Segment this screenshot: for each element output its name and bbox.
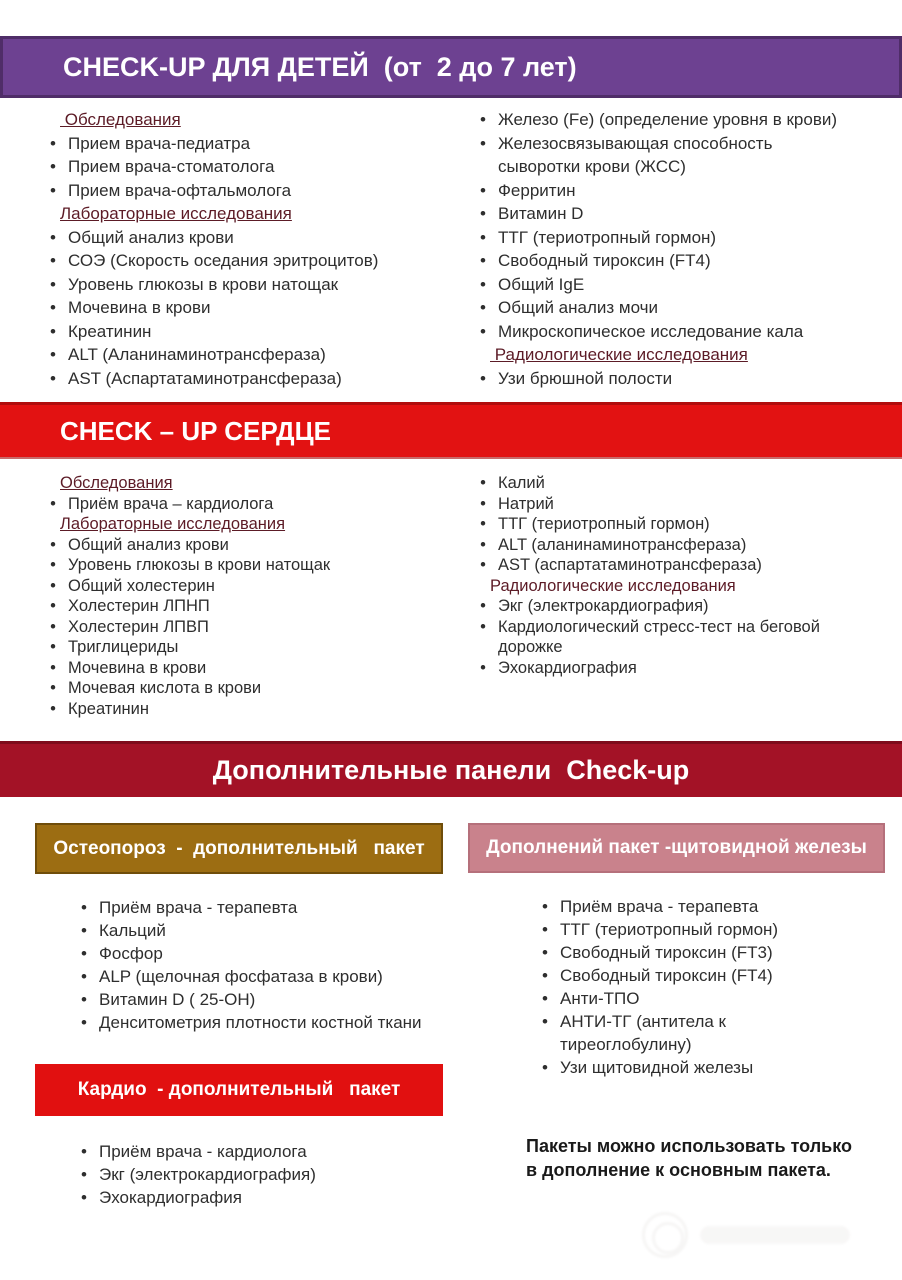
list-item-label: ALP (щелочная фосфатаза в крови)	[99, 967, 383, 986]
list-item	[468, 617, 902, 658]
list-item-label: ALT (аланинаминотрансфераза)	[498, 535, 747, 554]
list-item-label: Микроскопическое исследование кала	[498, 321, 804, 341]
bullet-icon: •	[81, 990, 87, 1009]
bullet-icon: •	[50, 368, 56, 388]
bullet-icon: •	[50, 180, 56, 200]
bullet-icon: •	[50, 157, 56, 176]
list-item	[38, 678, 450, 699]
bullet-icon: •	[50, 321, 56, 341]
bullet-icon: •	[542, 920, 548, 939]
list-item-label: Витамин D ( 25-OH)	[99, 990, 256, 1009]
osteoporosis-package-list	[35, 896, 443, 1034]
list-item-label: Анти-ТПО	[560, 989, 640, 1008]
list-item	[468, 555, 902, 576]
bullet-icon: •	[480, 474, 486, 492]
bullet-icon: •	[480, 515, 486, 533]
list-item	[38, 617, 450, 638]
packages-usage-note	[526, 1135, 866, 1182]
bullet-icon: •	[81, 1165, 87, 1184]
list-item-label: Калий	[498, 474, 545, 492]
list-item-label: Ферритин	[498, 180, 576, 200]
bullet-icon: •	[81, 967, 87, 986]
list-item	[468, 273, 902, 297]
bullet-icon: •	[542, 989, 548, 1008]
list-item	[468, 202, 902, 226]
list-item	[38, 367, 450, 391]
list-item	[69, 1140, 443, 1163]
bullet-icon: •	[480, 251, 486, 270]
list-item-label: Приём врача - кардиолога	[99, 1142, 307, 1161]
bullet-icon: •	[480, 658, 486, 677]
panels-right-column	[468, 823, 885, 1209]
bullet-icon: •	[542, 1012, 548, 1031]
list-item	[530, 941, 885, 964]
list-item	[468, 514, 902, 535]
list-item	[468, 132, 902, 179]
list-item-label: Узи щитовидной железы	[560, 1058, 754, 1077]
bullet-icon: •	[50, 679, 56, 697]
banner-additional-panels	[0, 741, 902, 797]
banner-checkup-heart	[0, 402, 902, 459]
thyroid-package-list	[468, 895, 885, 1079]
bullet-icon: •	[480, 180, 486, 200]
list-item-label: Общий холестерин	[68, 576, 215, 595]
watermark-logo	[642, 1210, 862, 1262]
list-item-label: Уровень глюкозы в крови натощак	[68, 556, 331, 574]
list-item	[38, 179, 450, 203]
bullet-icon: •	[480, 110, 486, 129]
bullet-icon: •	[50, 576, 56, 595]
section-heading: Лабораторные исследования	[60, 204, 292, 223]
list-item-label: Кардиологический стресс-тест на беговой дорожке	[498, 617, 820, 656]
bullet-icon: •	[480, 227, 486, 247]
watermark-wordmark	[700, 1226, 850, 1244]
list-item-label: Приём врача - терапевта	[560, 897, 759, 916]
list-item	[38, 494, 450, 515]
list-item	[69, 942, 443, 965]
bullet-icon: •	[81, 1013, 87, 1032]
section-heading: Радиологические исследования	[490, 345, 748, 364]
list-item	[468, 226, 902, 250]
bullet-icon: •	[480, 535, 486, 554]
thyroid-package-title: Дополнений пакет -щитовидной железы	[486, 837, 867, 858]
bullet-icon: •	[50, 494, 56, 513]
bullet-icon: •	[81, 944, 87, 963]
list-item	[38, 296, 450, 320]
list-item-label: Эхокардиография	[99, 1188, 242, 1207]
bullet-icon: •	[50, 556, 56, 574]
list-item	[38, 596, 450, 617]
list-item	[530, 964, 885, 987]
list-item	[69, 988, 443, 1011]
bullet-icon: •	[480, 494, 486, 513]
list-item	[468, 596, 902, 617]
list-item	[38, 132, 450, 156]
section-heading: Обследования	[60, 110, 181, 129]
list-item	[468, 296, 902, 320]
heart-section	[0, 459, 902, 741]
list-item-label: Холестерин ЛПВП	[68, 617, 209, 636]
list-item-label: Экг (электрокардиография)	[99, 1165, 316, 1184]
bullet-icon: •	[480, 368, 486, 388]
cardio-package-list	[35, 1140, 443, 1209]
list-item-label: Витамин D	[498, 204, 584, 223]
bullet-icon: •	[480, 321, 486, 341]
list-item-label: Креатинин	[68, 699, 149, 718]
list-item-label: Общий анализ крови	[68, 535, 229, 554]
section-heading: Радиологические исследования	[490, 576, 736, 595]
additional-panels-section	[0, 797, 902, 1209]
list-item	[468, 535, 902, 556]
top-margin	[0, 0, 902, 36]
cardio-package-title: Кардио - дополнительный пакет	[77, 1079, 401, 1100]
osteoporosis-package-title: Остеопороз - дополнительный пакет	[53, 837, 425, 859]
bullet-icon: •	[480, 204, 486, 223]
bullet-icon: •	[81, 1188, 87, 1207]
bullet-icon: •	[81, 1142, 87, 1161]
cardio-package-header	[35, 1064, 443, 1116]
bullet-icon: •	[50, 699, 56, 718]
list-item	[468, 494, 902, 515]
list-item-label: Экг (электрокардиография)	[498, 597, 709, 615]
bullet-icon: •	[50, 274, 56, 294]
list-item	[38, 555, 450, 576]
bullet-icon: •	[480, 133, 486, 153]
bullet-icon: •	[50, 535, 56, 554]
children-section-left-column	[38, 108, 450, 390]
bullet-icon: •	[480, 617, 486, 636]
list-item-label: ТТГ (териотропный гормон)	[498, 227, 717, 247]
list-item	[468, 320, 902, 344]
list-item-label: Холестерин ЛПНП	[68, 597, 210, 615]
list-item-label: AST (аспартатаминотрансфераза)	[498, 556, 762, 574]
watermark-circle-icon	[642, 1212, 688, 1258]
list-item-label: Общий анализ мочи	[498, 298, 659, 317]
bullet-icon: •	[480, 556, 486, 574]
list-item	[69, 1163, 443, 1186]
packages-usage-note-line2: в дополнение к основным пакета.	[526, 1159, 831, 1180]
list-item-label: ТТГ (териотропный гормон)	[498, 515, 710, 533]
list-item	[468, 179, 902, 203]
list-item-label: Фосфор	[99, 944, 163, 963]
list-item	[468, 367, 902, 391]
list-item-label: Уровень глюкозы в крови натощак	[68, 274, 339, 294]
list-item	[530, 918, 885, 941]
list-item-label: СОЭ (Скорость оседания эритроцитов)	[68, 251, 379, 270]
bullet-icon: •	[81, 921, 87, 940]
bullet-icon: •	[50, 251, 56, 270]
packages-usage-note-line1: Пакеты можно использовать только	[526, 1136, 852, 1156]
section-heading: Обследования	[60, 474, 173, 492]
list-item-label: Мочевина в крови	[68, 298, 211, 317]
bullet-icon: •	[480, 274, 486, 294]
heart-section-left-column	[38, 473, 450, 719]
banner-checkup-heart-title: CHECK – UP СЕРДЦЕ	[60, 415, 331, 446]
list-item	[38, 535, 450, 556]
bullet-icon: •	[50, 133, 56, 153]
list-item-label: ALT (Аланинаминотрансфераза)	[68, 345, 326, 364]
list-item-label: Натрий	[498, 494, 554, 513]
list-item	[468, 658, 902, 679]
list-item	[38, 699, 450, 720]
list-item	[38, 249, 450, 273]
list-item	[38, 155, 450, 179]
bullet-icon: •	[542, 966, 548, 985]
list-item-label: Денситометрия плотности костной ткани	[99, 1013, 422, 1032]
list-item-label: Железосвязывающая способность сыворотки крови (ЖСС)	[498, 133, 773, 176]
thyroid-package-header	[468, 823, 885, 873]
list-item	[69, 965, 443, 988]
bullet-icon: •	[50, 227, 56, 247]
list-item-label: Креатинин	[68, 321, 152, 341]
list-item-label: Общий анализ крови	[68, 227, 234, 247]
list-item-label: Приём врача – кардиолога	[68, 494, 274, 513]
bullet-icon: •	[542, 943, 548, 962]
bullet-icon: •	[81, 898, 87, 917]
children-section	[0, 98, 902, 402]
list-item	[38, 226, 450, 250]
list-item-label: АНТИ-ТГ (антитела к тиреоглобулину)	[560, 1012, 726, 1054]
list-item	[468, 108, 902, 132]
list-item	[468, 473, 902, 494]
list-item	[38, 343, 450, 367]
list-item-label: Прием врача-стоматолога	[68, 157, 275, 176]
bullet-icon: •	[50, 658, 56, 677]
bullet-icon: •	[50, 298, 56, 317]
list-item	[530, 1056, 885, 1079]
list-item	[38, 637, 450, 658]
list-item-label: Мочевая кислота в крови	[68, 679, 262, 697]
list-item-label: Свободный тироксин (FT4)	[498, 251, 711, 270]
list-item	[69, 1186, 443, 1209]
bullet-icon: •	[50, 345, 56, 364]
bullet-icon: •	[50, 597, 56, 615]
list-item-label: Кальций	[99, 921, 166, 940]
list-item-label: ТТГ (териотропный гормон)	[560, 920, 779, 939]
list-item	[69, 919, 443, 942]
osteoporosis-package-header	[35, 823, 443, 874]
list-item	[38, 576, 450, 597]
bullet-icon: •	[50, 638, 56, 656]
list-item-label: Прием врача-педиатра	[68, 133, 251, 153]
list-item-label: Свободный тироксин (FT4)	[560, 966, 773, 985]
list-item	[468, 249, 902, 273]
list-item-label: Железо (Fe) (определение уровня в крови)	[498, 110, 838, 129]
list-item	[38, 320, 450, 344]
list-item	[69, 1011, 443, 1034]
list-item-label: AST (Аспартатаминотрансфераза)	[68, 368, 342, 388]
bullet-icon: •	[542, 897, 548, 916]
list-item	[530, 895, 885, 918]
list-item-label: Триглицериды	[68, 638, 179, 656]
bullet-icon: •	[480, 298, 486, 317]
heart-section-right-column	[468, 473, 902, 719]
list-item-label: Общий IgE	[498, 274, 585, 294]
banner-checkup-children	[0, 36, 902, 98]
list-item	[38, 273, 450, 297]
panels-left-column	[35, 823, 443, 1209]
list-item	[69, 896, 443, 919]
list-item-label: Узи брюшной полости	[498, 368, 673, 388]
banner-checkup-children-title: CHECK-UP ДЛЯ ДЕТЕЙ (от 2 до 7 лет)	[63, 51, 577, 82]
list-item-label: Мочевина в крови	[68, 658, 207, 677]
list-item	[530, 987, 885, 1010]
list-item	[530, 1010, 885, 1056]
banner-additional-panels-title: Дополнительные панели Check-up	[212, 755, 690, 785]
list-item-label: Эхокардиография	[498, 658, 637, 677]
list-item-label: Свободный тироксин (FT3)	[560, 943, 773, 962]
list-item	[38, 658, 450, 679]
list-item-label: Приём врача - терапевта	[99, 898, 298, 917]
section-heading: Лабораторные исследования	[60, 515, 286, 533]
bullet-icon: •	[480, 597, 486, 615]
list-item-label: Прием врача-офтальмолога	[68, 180, 292, 200]
bullet-icon: •	[50, 617, 56, 636]
children-section-right-column	[468, 108, 902, 390]
bullet-icon: •	[542, 1058, 548, 1077]
